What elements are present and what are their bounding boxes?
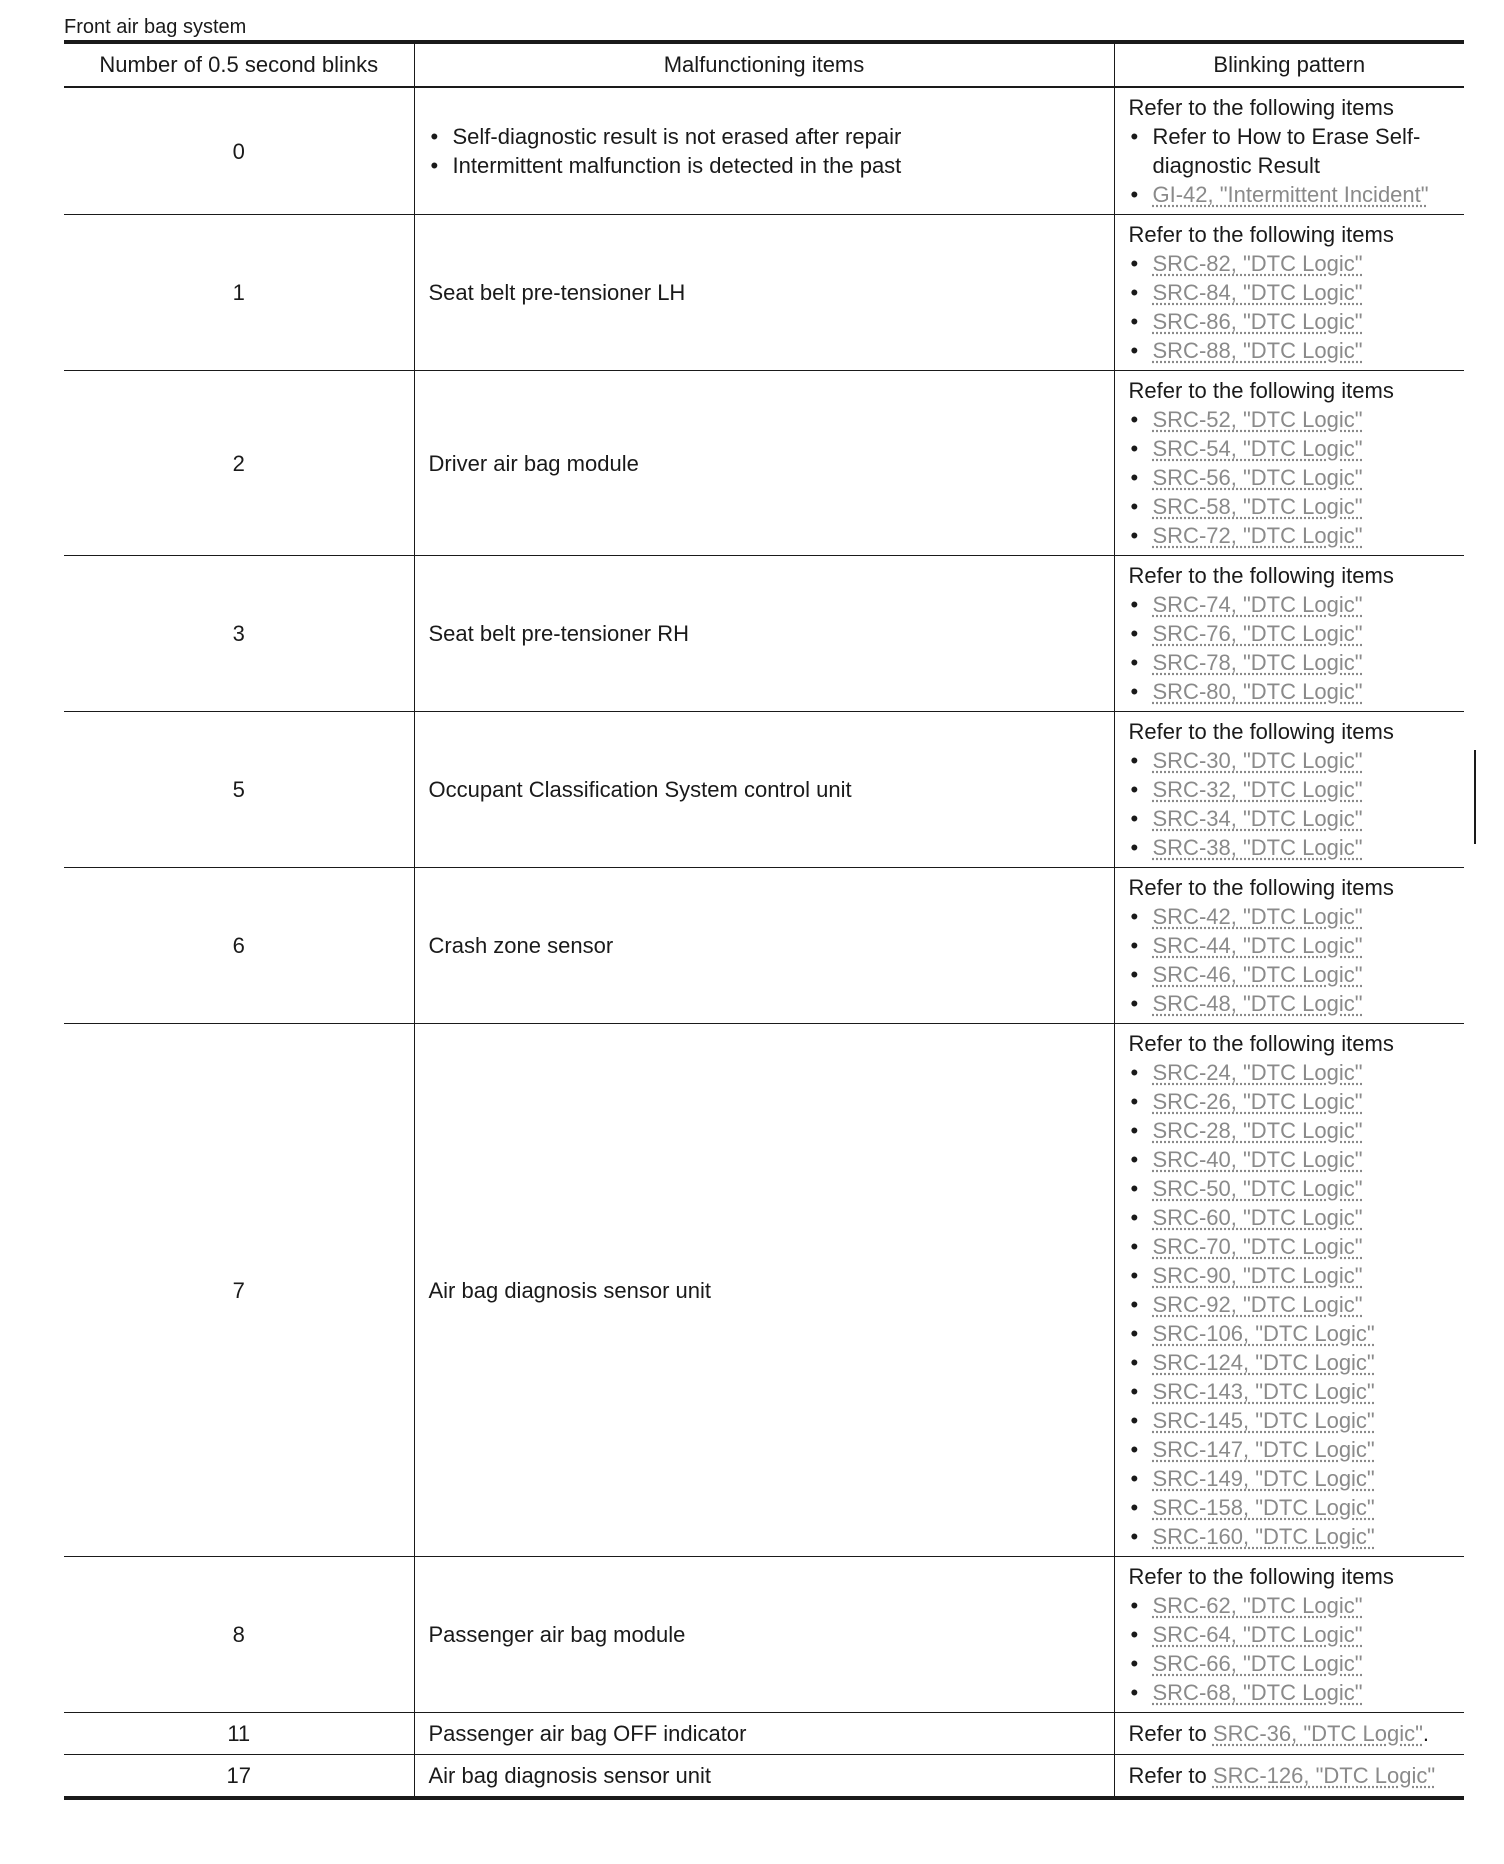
list-item xyxy=(1129,336,1451,365)
malfunction-item-list xyxy=(429,122,1100,180)
reference-list xyxy=(1129,746,1451,862)
table-body xyxy=(64,87,1464,1798)
table-row xyxy=(64,1557,1464,1713)
reference-list xyxy=(1129,122,1451,209)
refer-heading: Refer to the following items xyxy=(1128,95,1394,120)
reference-link[interactable]: SRC-56, "DTC Logic" xyxy=(1152,465,1363,490)
list-item xyxy=(1129,1435,1451,1464)
list-item xyxy=(1129,307,1451,336)
malfunction-item-cell: Air bag diagnosis sensor unit xyxy=(414,1024,1114,1557)
blink-count-cell: 1 xyxy=(64,215,414,371)
reference-list xyxy=(1129,1591,1451,1707)
list-item xyxy=(1129,1261,1451,1290)
blinking-pattern-cell xyxy=(1114,371,1464,556)
reference-link[interactable]: SRC-40, "DTC Logic" xyxy=(1152,1147,1363,1172)
list-item xyxy=(1129,521,1451,550)
refer-heading: Refer to the following items xyxy=(1128,875,1394,900)
list-item xyxy=(1129,1232,1451,1261)
table-row xyxy=(64,87,1464,215)
list-item xyxy=(1129,1464,1451,1493)
refer-to-label: Refer to xyxy=(1128,1721,1207,1746)
table-caption: Front air bag system xyxy=(64,16,247,38)
malfunction-item-cell: Occupant Classification System control unit xyxy=(414,712,1114,868)
blinking-pattern-cell xyxy=(1114,215,1464,371)
reference-list xyxy=(1129,902,1451,1018)
table-row xyxy=(64,215,1464,371)
list-item xyxy=(1129,833,1451,862)
reference-link[interactable]: SRC-48, "DTC Logic" xyxy=(1152,991,1363,1016)
table-row xyxy=(64,1755,1464,1799)
reference-link[interactable]: SRC-143, "DTC Logic" xyxy=(1152,1379,1375,1404)
table-row xyxy=(64,1024,1464,1557)
malfunction-item-cell xyxy=(414,87,1114,215)
list-item xyxy=(1129,1174,1451,1203)
reference-link[interactable]: SRC-24, "DTC Logic" xyxy=(1152,1060,1363,1085)
list-item xyxy=(1129,463,1451,492)
reference-link[interactable]: SRC-160, "DTC Logic" xyxy=(1152,1524,1375,1549)
blink-count-cell: 7 xyxy=(64,1024,414,1557)
reference-link[interactable]: SRC-70, "DTC Logic" xyxy=(1152,1234,1363,1259)
list-item xyxy=(1129,180,1451,209)
list-item xyxy=(1129,1377,1451,1406)
reference-list xyxy=(1129,590,1451,706)
list-item xyxy=(1129,619,1451,648)
list-item xyxy=(1129,677,1451,706)
blink-pattern-table-container xyxy=(64,40,1464,1800)
reference-link[interactable]: SRC-38, "DTC Logic" xyxy=(1152,835,1363,860)
blink-pattern-table xyxy=(64,40,1464,1800)
refer-to-label: Refer to xyxy=(1128,1763,1207,1788)
reference-list xyxy=(1129,1058,1451,1551)
column-header-blinking-pattern: Blinking pattern xyxy=(1114,42,1464,87)
refer-heading: Refer to the following items xyxy=(1128,378,1394,403)
refer-heading: Refer to the following items xyxy=(1128,222,1394,247)
malfunction-item-cell: Driver air bag module xyxy=(414,371,1114,556)
reference-link[interactable]: SRC-60, "DTC Logic" xyxy=(1152,1205,1363,1230)
reference-link[interactable]: SRC-76, "DTC Logic" xyxy=(1152,621,1363,646)
reference-link[interactable]: SRC-86, "DTC Logic" xyxy=(1152,309,1363,334)
reference-link[interactable]: SRC-82, "DTC Logic" xyxy=(1152,251,1363,276)
blink-count-cell: 6 xyxy=(64,868,414,1024)
reference-link[interactable]: SRC-26, "DTC Logic" xyxy=(1152,1089,1363,1114)
list-item xyxy=(1129,1203,1451,1232)
reference-link[interactable]: SRC-28, "DTC Logic" xyxy=(1152,1118,1363,1143)
reference-link[interactable]: SRC-52, "DTC Logic" xyxy=(1152,407,1363,432)
list-item xyxy=(1129,960,1451,989)
malfunction-item-cell: Crash zone sensor xyxy=(414,868,1114,1024)
reference-link[interactable]: SRC-149, "DTC Logic" xyxy=(1152,1466,1375,1491)
reference-text: Refer to How to Erase Self-diagnostic Result xyxy=(1152,124,1421,178)
reference-link[interactable]: SRC-44, "DTC Logic" xyxy=(1152,933,1363,958)
malfunction-item-cell: Passenger air bag OFF indicator xyxy=(414,1713,1114,1755)
list-item xyxy=(1129,1087,1451,1116)
reference-link[interactable]: SRC-46, "DTC Logic" xyxy=(1152,962,1363,987)
refer-heading: Refer to the following items xyxy=(1128,563,1394,588)
list-item xyxy=(1129,1406,1451,1435)
list-item xyxy=(1129,492,1451,521)
list-item: • Self-diagnostic result is not erased after repair xyxy=(429,122,1100,151)
reference-link[interactable]: SRC-30, "DTC Logic" xyxy=(1152,748,1363,773)
blinking-pattern-cell xyxy=(1114,868,1464,1024)
reference-link[interactable]: SRC-106, "DTC Logic" xyxy=(1152,1321,1375,1346)
blink-count-cell: 8 xyxy=(64,1557,414,1713)
blinking-pattern-cell xyxy=(1114,556,1464,712)
reference-link[interactable]: SRC-68, "DTC Logic" xyxy=(1152,1680,1363,1705)
list-item xyxy=(1129,902,1451,931)
reference-link[interactable]: SRC-147, "DTC Logic" xyxy=(1152,1437,1375,1462)
reference-link[interactable]: GI-42, "Intermittent Incident" xyxy=(1152,182,1429,207)
malfunction-item-cell: Seat belt pre-tensioner RH xyxy=(414,556,1114,712)
reference-link[interactable]: SRC-66, "DTC Logic" xyxy=(1152,1651,1363,1676)
column-header-malfunctioning-items: Malfunctioning items xyxy=(414,42,1114,87)
reference-link[interactable]: SRC-58, "DTC Logic" xyxy=(1152,494,1363,519)
reference-suffix: . xyxy=(1422,1721,1430,1746)
blinking-pattern-cell xyxy=(1114,1755,1464,1799)
malfunction-item-cell: Seat belt pre-tensioner LH xyxy=(414,215,1114,371)
malfunction-item-cell: Air bag diagnosis sensor unit xyxy=(414,1755,1114,1799)
blink-count-cell: 11 xyxy=(64,1713,414,1755)
blinking-pattern-cell xyxy=(1114,1024,1464,1557)
table-row xyxy=(64,371,1464,556)
refer-heading: Refer to the following items xyxy=(1128,1031,1394,1056)
list-item xyxy=(1129,931,1451,960)
list-item xyxy=(1129,1649,1451,1678)
reference-link[interactable]: SRC-84, "DTC Logic" xyxy=(1152,280,1363,305)
blink-count-cell: 0 xyxy=(64,87,414,215)
revision-bar xyxy=(1474,750,1476,844)
list-item xyxy=(1129,590,1451,619)
column-header-blinks: Number of 0.5 second blinks xyxy=(64,42,414,87)
reference-link[interactable]: SRC-64, "DTC Logic" xyxy=(1152,1622,1363,1647)
blink-count-cell: 2 xyxy=(64,371,414,556)
reference-link[interactable]: SRC-124, "DTC Logic" xyxy=(1152,1350,1375,1375)
list-item xyxy=(1129,1493,1451,1522)
list-item xyxy=(1129,1145,1451,1174)
blink-count-cell: 3 xyxy=(64,556,414,712)
table-row xyxy=(64,868,1464,1024)
reference-link[interactable]: SRC-88, "DTC Logic" xyxy=(1152,338,1363,363)
malfunction-item-cell: Passenger air bag module xyxy=(414,1557,1114,1713)
table-row xyxy=(64,556,1464,712)
reference-link[interactable]: SRC-54, "DTC Logic" xyxy=(1152,436,1363,461)
list-item xyxy=(1129,249,1451,278)
blinking-pattern-cell xyxy=(1114,712,1464,868)
reference-link[interactable]: SRC-145, "DTC Logic" xyxy=(1152,1408,1375,1433)
blink-count-cell: 5 xyxy=(64,712,414,868)
list-item xyxy=(1129,1319,1451,1348)
list-item xyxy=(1129,1591,1451,1620)
list-item xyxy=(1129,1678,1451,1707)
reference-link[interactable]: SRC-72, "DTC Logic" xyxy=(1152,523,1363,548)
reference-link[interactable]: SRC-32, "DTC Logic" xyxy=(1152,777,1363,802)
refer-heading: Refer to the following items xyxy=(1128,719,1394,744)
list-item xyxy=(1129,804,1451,833)
blinking-pattern-cell xyxy=(1114,87,1464,215)
table-header-row xyxy=(64,42,1464,87)
reference-link[interactable]: SRC-74, "DTC Logic" xyxy=(1152,592,1363,617)
reference-list xyxy=(1129,405,1451,550)
reference-link[interactable]: SRC-90, "DTC Logic" xyxy=(1152,1263,1363,1288)
list-item xyxy=(1129,1348,1451,1377)
reference-link[interactable]: SRC-50, "DTC Logic" xyxy=(1152,1176,1363,1201)
table-row xyxy=(64,712,1464,868)
list-item xyxy=(1129,1058,1451,1087)
reference-link[interactable]: SRC-78, "DTC Logic" xyxy=(1152,650,1363,675)
list-item xyxy=(1129,405,1451,434)
list-item xyxy=(1129,434,1451,463)
table-row xyxy=(64,1713,1464,1755)
list-item xyxy=(1129,278,1451,307)
list-item xyxy=(1129,648,1451,677)
reference-link[interactable]: SRC-62, "DTC Logic" xyxy=(1152,1593,1363,1618)
reference-link[interactable]: SRC-92, "DTC Logic" xyxy=(1152,1292,1363,1317)
reference-link[interactable]: SRC-36, "DTC Logic" xyxy=(1212,1721,1423,1746)
list-item xyxy=(1129,775,1451,804)
blinking-pattern-cell xyxy=(1114,1713,1464,1755)
refer-heading: Refer to the following items xyxy=(1128,1564,1394,1589)
reference-list xyxy=(1129,249,1451,365)
list-item xyxy=(1129,746,1451,775)
reference-link[interactable]: SRC-42, "DTC Logic" xyxy=(1152,904,1363,929)
list-item xyxy=(1129,122,1451,180)
blink-count-cell: 17 xyxy=(64,1755,414,1799)
list-item xyxy=(1129,989,1451,1018)
list-item xyxy=(1129,1522,1451,1551)
reference-link[interactable]: SRC-126, "DTC Logic" xyxy=(1212,1763,1436,1788)
blinking-pattern-cell xyxy=(1114,1557,1464,1713)
reference-link[interactable]: SRC-34, "DTC Logic" xyxy=(1152,806,1363,831)
list-item xyxy=(1129,1116,1451,1145)
reference-link[interactable]: SRC-80, "DTC Logic" xyxy=(1152,679,1363,704)
reference-link[interactable]: SRC-158, "DTC Logic" xyxy=(1152,1495,1375,1520)
list-item xyxy=(1129,1290,1451,1319)
list-item xyxy=(1129,1620,1451,1649)
list-item: • Intermittent malfunction is detected in the past xyxy=(429,151,1100,180)
